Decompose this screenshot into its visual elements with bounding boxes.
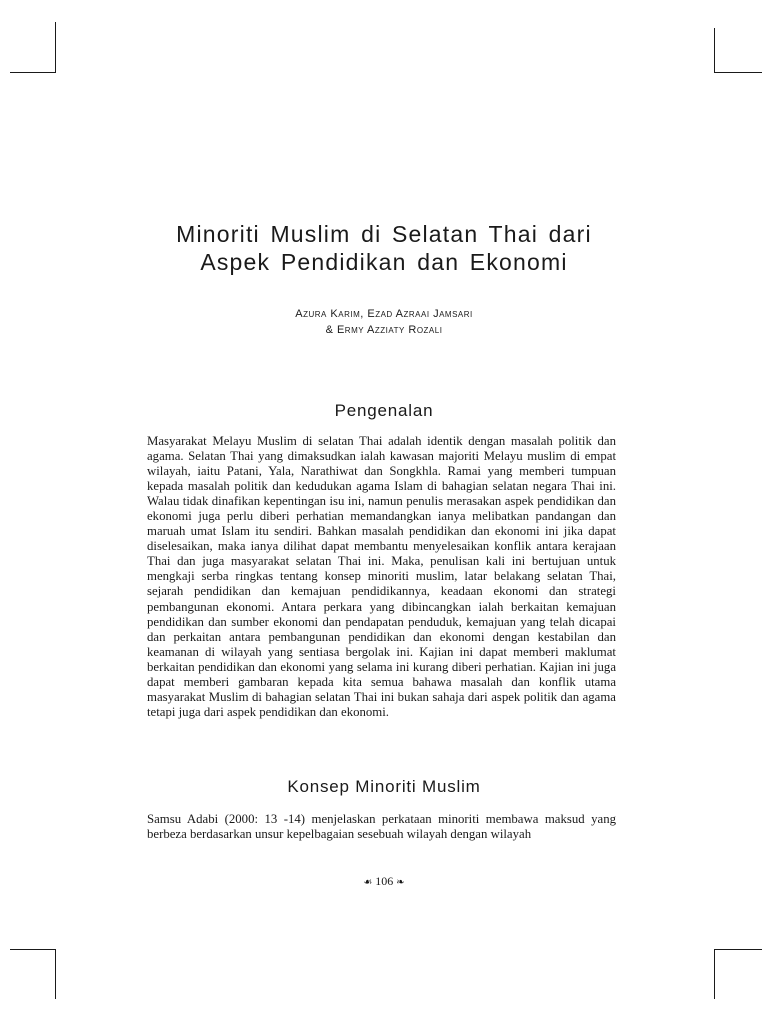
page-number: 106: [375, 874, 394, 888]
crop-mark-top-left-vertical: [55, 22, 56, 72]
authors-line-2: & Ermy Azziaty Rozali: [325, 324, 443, 336]
article-title-line-1: Minoriti Muslim di Selatan Thai dari: [176, 221, 592, 247]
section-body-konsep-minoriti-muslim: Samsu Adabi (2000: 13 -14) menjelaskan perkataan minoriti membawa maksud yang berbeza berdasarkan unsur kepelbagaian sesebuah wilayah dengan wilayah: [147, 812, 616, 842]
section-body-pengenalan: Masyarakat Melayu Muslim di selatan Thai adalah identik dengan masalah politik dan agama. Selatan Thai yang dimaksudkan ialah kawasan majoriti Melayu muslim di empat wilayah, iaitu Patani, Yala, Narathiwat dan Songkhla. Ramai yang memberi tumpuan kepada masalah politik dan kedudukan agama Islam di bahagian selatan negara Thai ini. Walau tidak dinafikan kepentingan isu ini, namun penulis merasakan aspek pendidikan dan ekonomi juga perlu diberi perhatian memandangkan ianya melibatkan pandangan dan maruah umat Islam itu sendiri. Bahkan masalah pendidikan dan ekonomi ini jika dapat diselesaikan, maka ianya dilihat dapat membantu menyelesaikan konflik antara kerajaan Thai dan juga masyarakat selatan Thai ini. Maka, penulisan kali ini bertujuan untuk mengkaji serba ringkas tentang konsep minoriti muslim, latar belakang selatan Thai, sejarah pendidikan dan kemajuan pendidikannya, keadaan ekonomi dan strategi pembangunan ekonomi. Antara perkara yang dibincangkan ialah berkaitan kemajuan pendidikan dan sumber ekonomi dan pendapatan penduduk, kemajuan yang telah dicapai dan perkaitan antara pembangunan pendidikan dan ekonomi dengan kestabilan dan keamanan di wilayah yang sentiasa bergolak ini. Kajian ini dapat memberi maklumat berkaitan pendidikan dan ekonomi yang selama ini kurang diberi perhatian. Kajian ini juga dapat memberi gambaran kepada kita semua bahawa masalah dan konflik utama masyarakat Muslim di bahagian selatan Thai ini bukan sahaja dari aspek politik dan agama tetapi juga dari aspek pendidikan dan ekonomi.: [147, 434, 616, 719]
crop-mark-top-right-horizontal: [714, 72, 762, 73]
crop-mark-bottom-left-horizontal: [10, 949, 56, 950]
article-authors: [0, 306, 768, 338]
section-heading-konsep-minoriti-muslim: Konsep Minoriti Muslim: [287, 777, 481, 796]
article-title: [0, 220, 768, 276]
authors-line-1: Azura Karim, Ezad Azraai Jamsari: [295, 308, 473, 320]
crop-mark-bottom-right-vertical: [714, 949, 715, 999]
left-fleuron-icon: ☙: [363, 877, 373, 888]
page-footer: [0, 874, 768, 890]
crop-mark-top-right-vertical: [714, 28, 715, 72]
right-fleuron-icon: ❧: [396, 877, 405, 888]
crop-mark-bottom-right-horizontal: [714, 949, 762, 950]
crop-mark-bottom-left-vertical: [55, 949, 56, 999]
crop-mark-top-left-horizontal: [10, 72, 56, 73]
article-title-line-2: Aspek Pendidikan dan Ekonomi: [200, 249, 568, 275]
section-heading-pengenalan: Pengenalan: [334, 401, 434, 420]
